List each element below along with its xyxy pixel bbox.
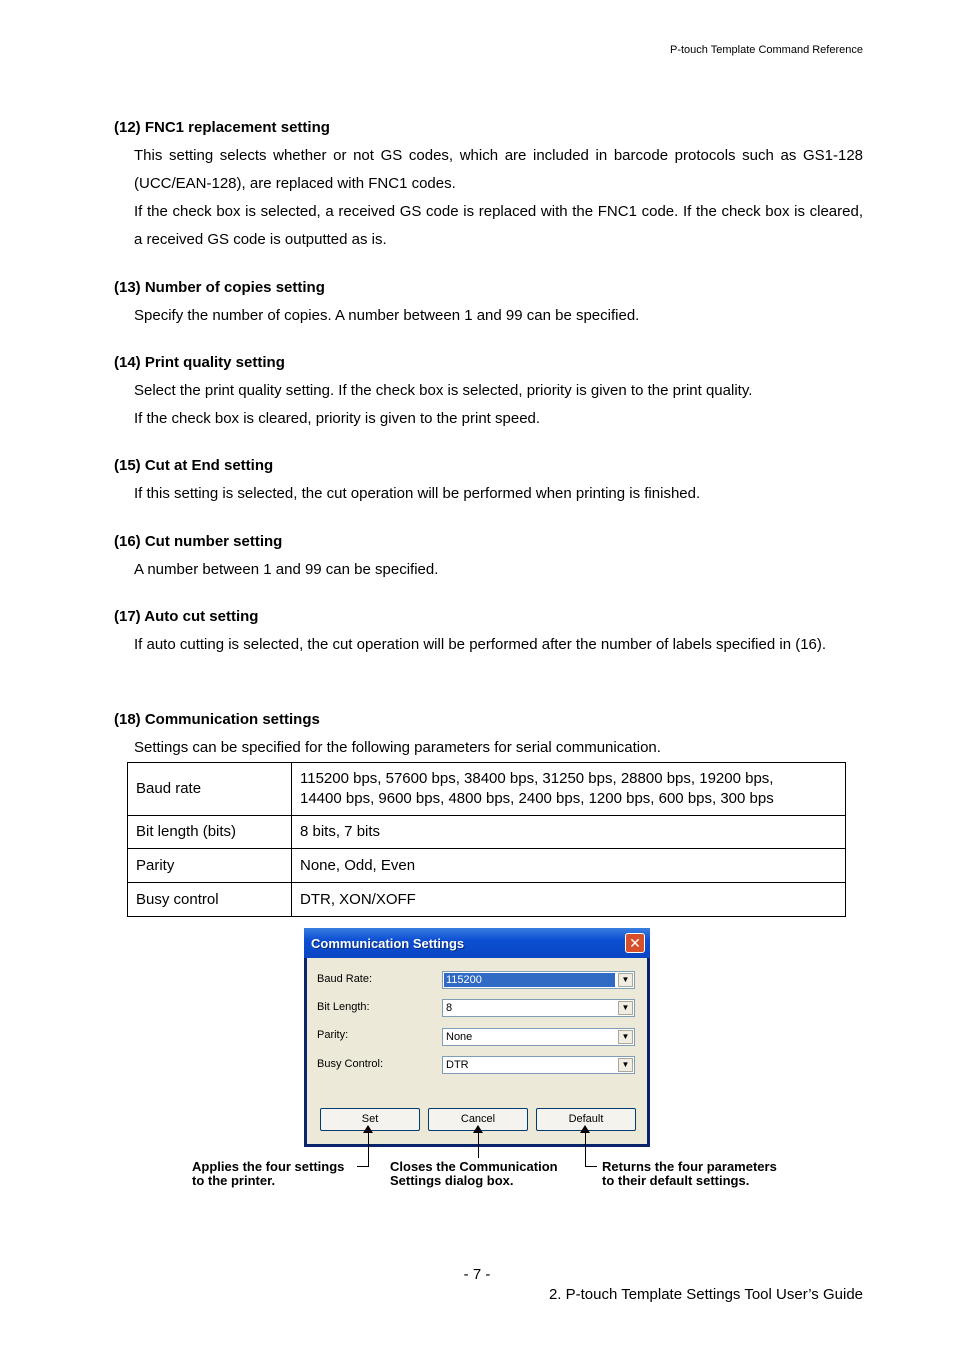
table-row [128, 883, 846, 917]
section-paragraph: If auto cutting is selected, the cut operation will be performed after the number of labels specified in (16). [134, 636, 827, 653]
callout-line [478, 1132, 479, 1158]
set-callout [192, 1160, 344, 1188]
baud-rate-value: 115200 [444, 973, 615, 987]
callout-line [357, 1166, 369, 1167]
parity-select[interactable] [442, 1028, 635, 1046]
section-communication-settings [114, 711, 863, 762]
callout-text: Settings dialog box. [390, 1173, 514, 1188]
table-cell-values: DTR, XON/XOFF [292, 883, 846, 917]
section-number-of-copies [114, 279, 863, 330]
dialog-body [307, 958, 647, 1144]
close-icon[interactable]: ✕ [625, 933, 645, 953]
section-fnc1-replacement [114, 119, 863, 254]
section-cut-at-end [114, 457, 863, 508]
parity-value: None [446, 1031, 473, 1043]
chevron-down-icon[interactable]: ▼ [618, 1030, 633, 1044]
table-cell-parameter: Baud rate [128, 763, 292, 816]
callout-text: Applies the four settings [192, 1159, 345, 1174]
table-cell-parameter: Busy control [128, 883, 292, 917]
default-button[interactable]: Default [536, 1108, 636, 1131]
table-cell-parameter: Parity [128, 849, 292, 883]
page-number: - 7 - [463, 1266, 491, 1283]
callout-text: Returns the four parameters [602, 1159, 777, 1174]
callout-line [585, 1166, 597, 1167]
table-cell-values [292, 763, 846, 816]
cancel-button[interactable]: Cancel [428, 1108, 528, 1131]
section-title: (14) Print quality setting [114, 354, 285, 371]
table-cell-parameter: Bit length (bits) [128, 816, 292, 849]
section-auto-cut [114, 608, 863, 659]
table-row [128, 849, 846, 883]
table-row [128, 763, 846, 816]
section-title: (15) Cut at End setting [114, 457, 274, 474]
dialog-title: Communication Settings [311, 936, 465, 951]
running-header: P-touch Template Command Reference [669, 44, 863, 56]
section-paragraph: Settings can be specified for the following parameters for serial communication. [134, 739, 661, 756]
section-paragraph: Select the print quality setting. If the check box is selected, priority is given to the print quality. [134, 382, 753, 399]
serial-parameters-table [127, 762, 846, 917]
chevron-down-icon[interactable]: ▼ [618, 1001, 633, 1015]
section-paragraph: A number between 1 and 99 can be specified. [134, 561, 439, 578]
section-title: (13) Number of copies setting [114, 279, 325, 296]
section-cut-number [114, 533, 863, 584]
section-paragraph: This setting selects whether or not GS codes, which are included in barcode protocols such as GS1-128 (UCC/EAN-128), are replaced with FNC1 codes. [134, 147, 863, 192]
busy-control-select[interactable] [442, 1056, 635, 1074]
section-paragraph: If the check box is cleared, priority is given to the print speed. [134, 410, 541, 427]
section-title: (17) Auto cut setting [114, 608, 259, 625]
table-row [128, 816, 846, 849]
communication-settings-dialog [304, 928, 650, 1147]
chevron-down-icon[interactable]: ▼ [618, 1058, 633, 1072]
callout-text: Closes the Communication [390, 1159, 558, 1174]
busy-control-value: DTR [446, 1059, 469, 1071]
section-title: (18) Communication settings [114, 711, 320, 728]
section-title: (16) Cut number setting [114, 533, 283, 550]
section-paragraph: If this setting is selected, the cut operation will be performed when printing is finished. [134, 485, 701, 502]
table-cell-values: 8 bits, 7 bits [292, 816, 846, 849]
callout-line [368, 1132, 369, 1167]
section-print-quality [114, 354, 863, 433]
baud-rate-label: Baud Rate: [317, 973, 373, 985]
bit-length-select[interactable] [442, 999, 635, 1017]
values-line: 115200 bps, 57600 bps, 38400 bps, 31250 bps, 28800 bps, 19200 bps, [300, 770, 774, 787]
cancel-callout [390, 1160, 558, 1188]
section-paragraph: If the check box is selected, a received GS code is replaced with the FNC1 code. If the check box is cleared, a received GS code is outputted as is. [134, 203, 863, 248]
values-line: 14400 bps, 9600 bps, 4800 bps, 2400 bps, 1200 bps, 600 bps, 300 bps [300, 790, 774, 807]
running-footer: 2. P-touch Template Settings Tool User’s Guide [548, 1286, 863, 1303]
callout-line [585, 1132, 586, 1167]
dialog-title-bar [304, 928, 650, 958]
busy-control-label: Busy Control: [317, 1058, 384, 1070]
baud-rate-select[interactable] [442, 971, 635, 989]
bit-length-value: 8 [446, 1002, 453, 1014]
set-button[interactable]: Set [320, 1108, 420, 1131]
bit-length-label: Bit Length: [317, 1001, 370, 1013]
chevron-down-icon[interactable]: ▼ [618, 973, 633, 987]
callout-text: to their default settings. [602, 1173, 750, 1188]
parity-label: Parity: [317, 1029, 349, 1041]
section-paragraph: Specify the number of copies. A number between 1 and 99 can be specified. [134, 307, 640, 324]
default-callout [602, 1160, 777, 1188]
table-cell-values: None, Odd, Even [292, 849, 846, 883]
section-title: (12) FNC1 replacement setting [114, 119, 330, 136]
callout-text: to the printer. [192, 1173, 276, 1188]
